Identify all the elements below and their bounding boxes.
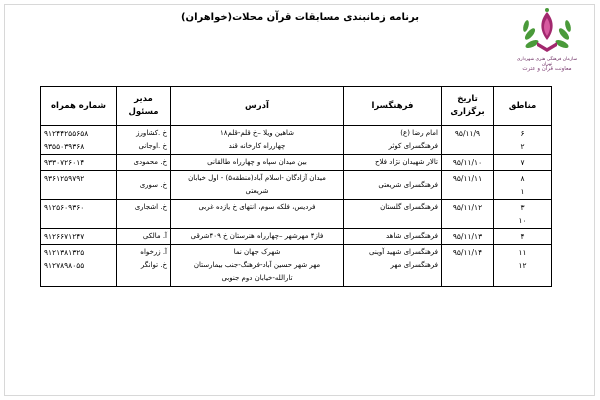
phone-cell: ۹۳۳۰۷۲۶۰۱۴ (41, 155, 117, 171)
area-cell: ۳ ۱۰ (494, 200, 552, 229)
manager-cell: خ. سوری (117, 171, 171, 200)
document-title: برنامه زمانبندی مسابقات قرآن محلات(خواهران) (180, 12, 420, 23)
center-cell: امام رضا (ع) فرهنگسرای کوثر (344, 126, 442, 155)
center-cell: تالار شهیدان نژاد فلاح (344, 155, 442, 171)
competition-schedule-table (40, 86, 552, 287)
logo-caption-deputy: معاونت قرآن و عترت (522, 66, 572, 72)
manager-cell: خ. محمودی (117, 155, 171, 171)
table-row (41, 171, 552, 200)
area-cell: ۴ (494, 229, 552, 245)
phone-cell: ۹۱۲۱۳۸۱۳۲۵ ۹۱۲۷۸۹۸۰۵۵ (41, 245, 117, 287)
address-cell: میدان آزادگان -اسلام آباد(منطقه۵) - اول خیابان شریعتی (171, 171, 344, 200)
address-cell: بین میدان سپاه و چهارراه طالقانی (171, 155, 344, 171)
center-cell: فرهنگسرای شهید آوینی فرهنگسرای مهر (344, 245, 442, 287)
address-cell: فردیس، فلکه سوم، انتهای خ یازده غربی (171, 200, 344, 229)
table-row (41, 229, 552, 245)
date-cell: ۹۵/۱۱/۱۳ (442, 229, 494, 245)
logo-emblem-icon (512, 6, 582, 58)
header-area: مناطق (494, 87, 552, 126)
table-row (41, 155, 552, 171)
table-row (41, 126, 552, 155)
phone-cell: ۹۱۲۶۶۷۱۲۴۷ (41, 229, 117, 245)
date-cell: ۹۵/۱۱/۱۱ (442, 171, 494, 200)
date-cell: ۹۵/۱۱/۱۰ (442, 155, 494, 171)
manager-cell: آ. مالکی (117, 229, 171, 245)
area-cell: ۶ ۲ (494, 126, 552, 155)
address-cell: شاهین ویلا –خ قلم-قلم۱۸ چهارراه کارخانه قند (171, 126, 344, 155)
address-cell: شهرک جهان نما مهر شهر حسین آباد-فرهنگ-جنب بیمارستان تارالله-خیابان دوم جنوبی (171, 245, 344, 287)
manager-cell: خ .کشاورز خ .اوجانی (117, 126, 171, 155)
header-address: آدرس (171, 87, 344, 126)
header-center: فرهنگسرا (344, 87, 442, 126)
phone-cell: ۹۱۲۵۶۰۹۳۶۰ (41, 200, 117, 229)
table-row (41, 200, 552, 229)
center-cell: فرهنگسرای شاهد (344, 229, 442, 245)
header-phone: شماره همراه (41, 87, 117, 126)
area-cell: ۷ (494, 155, 552, 171)
date-cell: ۹۵/۱۱/۱۴ (442, 245, 494, 287)
table-header-row (41, 87, 552, 126)
table-row (41, 245, 552, 287)
center-cell: فرهنگسرای شریعتی (344, 171, 442, 200)
logo-caption-organization: سازمان فرهنگی هنری شهرداری تهران (516, 57, 578, 67)
area-cell: ۱۱ ۱۲ (494, 245, 552, 287)
area-cell: ۸ ۱ (494, 171, 552, 200)
organization-logo (512, 6, 582, 80)
manager-cell: آ. زرخواه خ. توانگر (117, 245, 171, 287)
date-cell: ۹۵/۱۱/۱۲ (442, 200, 494, 229)
date-cell: ۹۵/۱۱/۹ (442, 126, 494, 155)
phone-cell: ۹۳۶۱۲۵۹۷۹۲ (41, 171, 117, 200)
manager-cell: خ. اشجاری (117, 200, 171, 229)
header-manager: مدیر مسئول (117, 87, 171, 126)
center-cell: فرهنگسرای گلستان (344, 200, 442, 229)
header-date: تاریخ برگزاری (442, 87, 494, 126)
phone-cell: ۹۱۲۴۴۲۵۵۶۵۸ ۹۳۵۵۰۳۹۳۶۸ (41, 126, 117, 155)
address-cell: فاز۴ مهرشهر –چهارراه هنرستان خ ۴۰۹شرقی (171, 229, 344, 245)
